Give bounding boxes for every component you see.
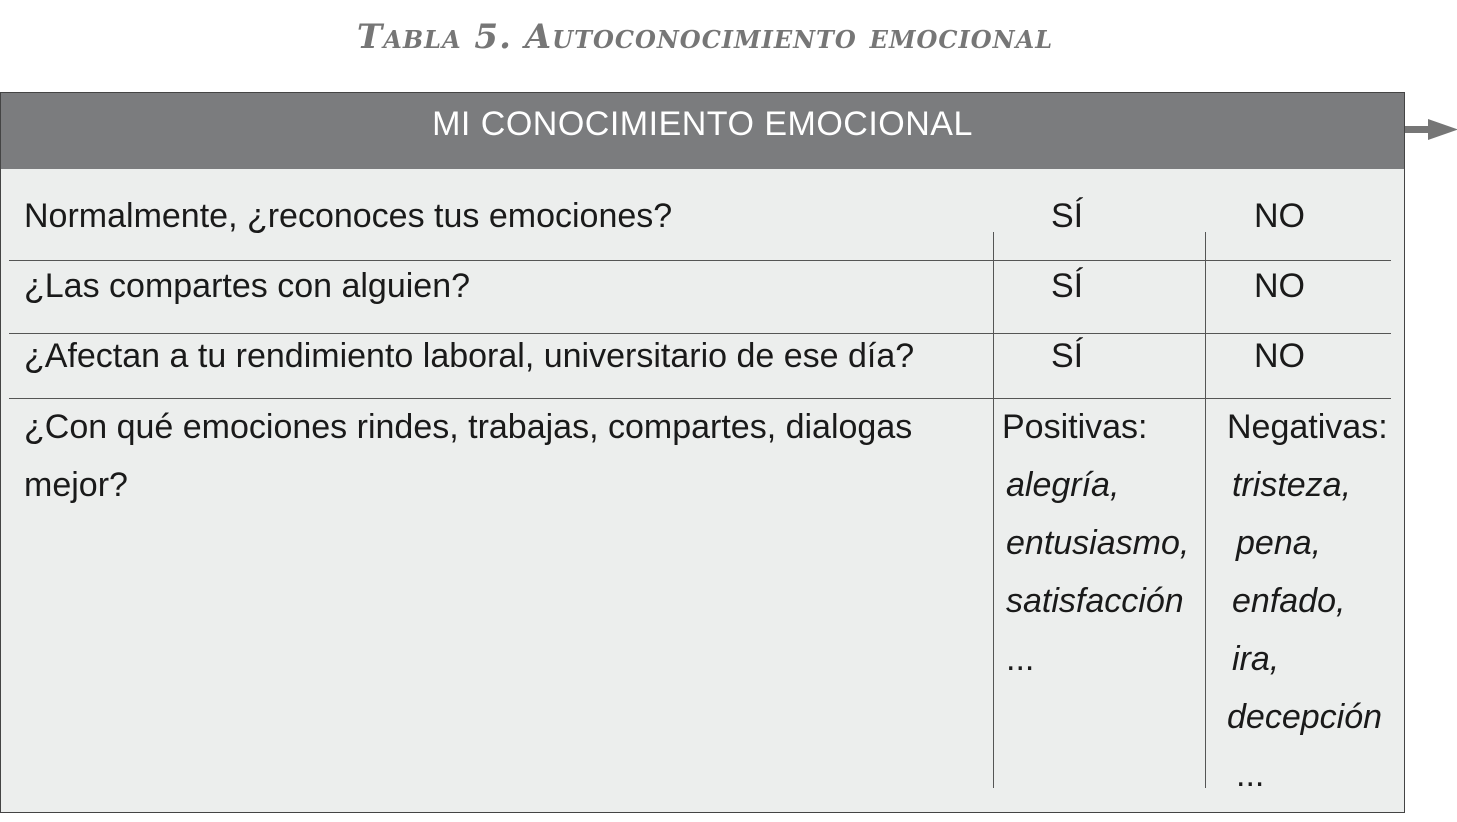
question-row-4-line-2: mejor? (24, 466, 128, 504)
emotional-knowledge-table (0, 92, 1405, 813)
arrow-right-icon (1396, 119, 1457, 141)
table-header-title: MI CONOCIMIENTO EMOCIONAL (432, 105, 973, 143)
positive-label: Positivas: (1002, 408, 1148, 446)
negative-item: decepción (1227, 698, 1383, 736)
table-header-band (1, 93, 1404, 169)
negative-item: enfado, (1232, 582, 1346, 620)
table-caption (0, 12, 1410, 62)
positive-item: entusiasmo, (1006, 524, 1190, 562)
positive-item: satisfacción (1006, 582, 1184, 620)
negative-item: pena, (1236, 524, 1322, 562)
yes-option-row-1: SÍ (1051, 197, 1084, 235)
question-row-2: ¿Las compartes con alguien? (24, 267, 471, 305)
negative-item: tristeza, (1232, 466, 1352, 504)
no-option-row-2: NO (1254, 267, 1305, 305)
yes-option-row-3: SÍ (1051, 337, 1084, 375)
positive-emotions-list (1002, 398, 1189, 688)
caption-prefix: Tabla 5. (356, 17, 512, 57)
column-divider-no (1205, 232, 1206, 788)
question-row-3: ¿Afectan a tu rendimiento laboral, universitario de ese día? (24, 337, 915, 375)
question-row-4-line-1: ¿Con qué emociones rindes, trabajas, compartes, dialogas (24, 408, 913, 446)
yes-option-row-2: SÍ (1051, 267, 1084, 305)
positive-item: alegría, (1006, 466, 1120, 504)
question-row-1: Normalmente, ¿reconoces tus emociones? (24, 197, 673, 235)
no-option-row-3: NO (1254, 337, 1305, 375)
no-option-row-1: NO (1254, 197, 1305, 235)
column-divider-yes (993, 232, 994, 788)
negative-item: ... (1236, 756, 1265, 794)
negative-emotions-list (1227, 398, 1388, 804)
caption-title: Autoconocimiento emocional (524, 17, 1054, 57)
negative-label: Negativas: (1227, 408, 1388, 446)
negative-item: ira, (1232, 640, 1280, 678)
positive-item: ... (1006, 640, 1035, 678)
